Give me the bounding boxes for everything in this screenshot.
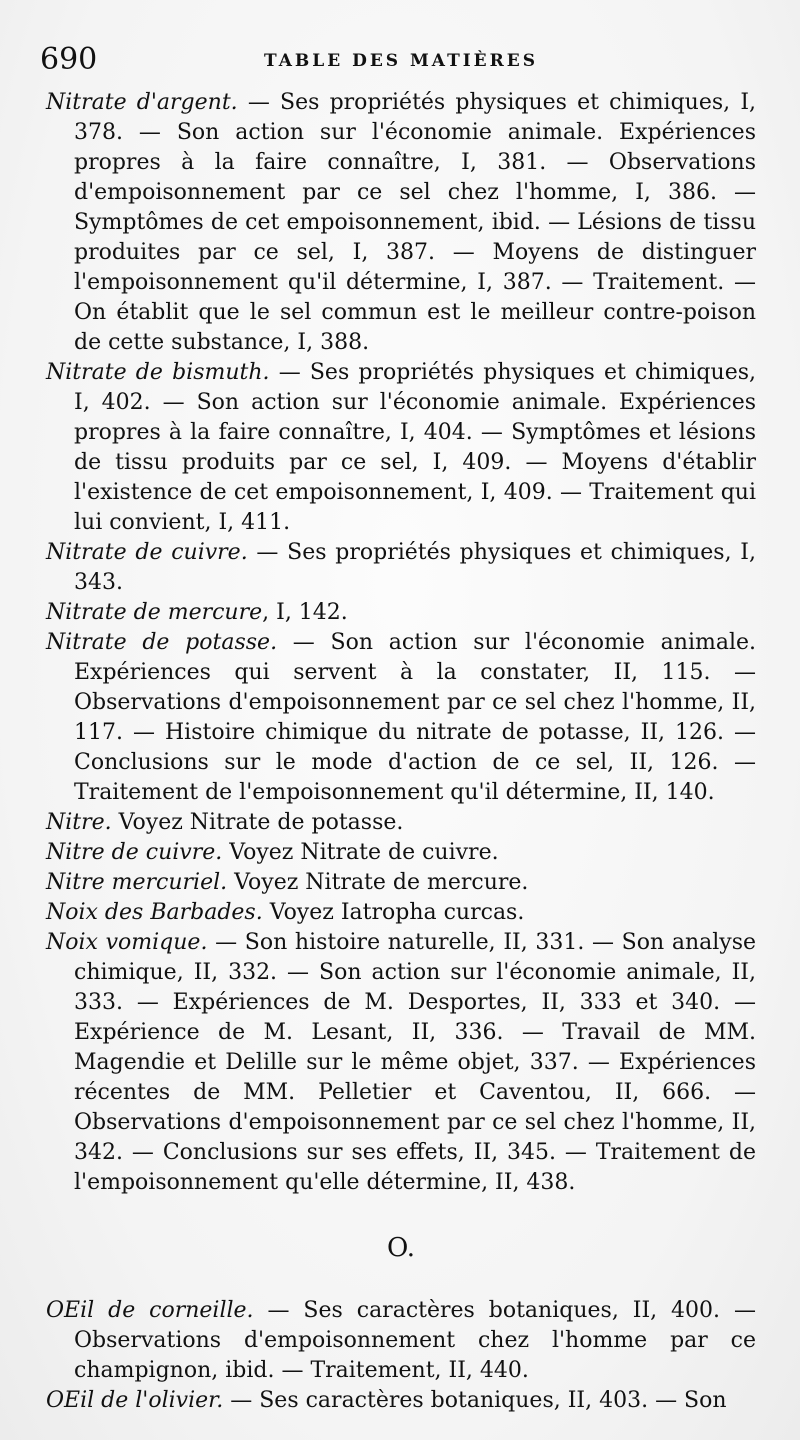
index-entry — [46, 928, 756, 1198]
entry-term: Nitre. — [46, 810, 112, 835]
index-entry — [46, 1386, 756, 1416]
index-entry — [46, 358, 756, 538]
entry-term: OEil de corneille. — [46, 1298, 254, 1323]
index-entry — [46, 598, 756, 628]
entry-term: Nitrate de potasse. — [46, 630, 278, 655]
entry-term: Nitre mercuriel. — [46, 870, 228, 895]
entry-term: Nitrate de bismuth. — [46, 360, 270, 385]
entry-text: — Ses propriétés physiques et chimiques, I, 402. — Son action sur l'économie animale. Expériences propres à la faire connaître, I, 404. — Symptômes et lésions de tissu produits par ce sel, I, 409. — Moyens d'établir l'existence de cet empoisonnement, I, 409. — Traitement qui lui convient, I, 411. — [74, 360, 756, 535]
entry-term: Noix des Barbades. — [46, 900, 263, 925]
index-entry — [46, 868, 756, 898]
entry-text: Voyez Iatropha curcas. — [262, 900, 525, 925]
index-entry — [46, 1296, 756, 1386]
running-title: TABLE DES MATIÈRES — [263, 51, 538, 71]
index-entry — [46, 88, 756, 358]
entry-term: Nitrate d'argent. — [46, 90, 238, 115]
index-entries-o — [46, 1296, 756, 1416]
entry-term: Nitrate de cuivre. — [46, 540, 248, 565]
entry-text: — Son action sur l'économie animale. Expériences qui servent à la constater, II, 115. — Observations d'empoisonnement par ce sel chez l'homme, II, 117. — Histoire chimique du nitrate de potasse, II, 126. — Conclusions sur le mode d'action de ce sel, II, 126. — Traitement de l'empoisonnement qu'il détermine, II, 140. — [74, 630, 757, 805]
entry-term: Noix vomique. — [46, 930, 208, 955]
entry-term: Nitre de cuivre. — [46, 840, 223, 865]
entry-text: — Son histoire naturelle, II, 331. — Son analyse chimique, II, 332. — Son action sur l'économie animale, II, 333. — Expériences de M. Desportes, II, 333 et 340. — Expérience de M. Lesant, II, 336. — Travail de MM. Magendie et Delille sur le même objet, 337. — Expériences récentes de MM. Pelletier et Caventou, II, 666. — Observations d'empoisonnement par ce sel chez l'homme, II, 342. — Conclusions sur ses effets, II, 345. — Traitement de l'empoisonnement qu'elle détermine, II, 438. — [74, 930, 756, 1195]
entry-text: , I, 142. — [262, 600, 348, 625]
entry-text: Voyez Nitrate de mercure. — [227, 870, 529, 895]
entry-term: Nitrate de mercure — [46, 600, 263, 625]
entry-text: — Ses propriétés physiques et chimiques, I, 378. — Son action sur l'économie animale. Expériences propres à la faire connaître, I, 381. — Observations d'empoisonnement par ce sel chez l'homme, I, 386. — Symptômes de cet empoisonnement, ibid. — Lésions de tissu produites par ce sel, I, 387. — Moyens de distinguer l'empoisonnement qu'il détermine, I, 387. — Traitement. — On établit que le sel commun est le meilleur contre-poison de cette substance, I, 388. — [74, 90, 757, 355]
entry-text: — Ses propriétés physiques et chimiques, I, 343. — [74, 540, 756, 595]
index-entry — [46, 628, 756, 808]
index-entry — [46, 538, 756, 598]
entry-term: OEil de l'olivier. — [46, 1388, 224, 1413]
index-entry — [46, 898, 756, 928]
entry-text: — Ses caractères botaniques, II, 403. — Son — [223, 1388, 727, 1413]
page-number: 690 — [40, 42, 98, 77]
page-header — [40, 40, 756, 80]
section-letter-heading: O. — [386, 1233, 416, 1263]
index-entry — [46, 838, 756, 868]
entry-text: Voyez Nitrate de potasse. — [111, 810, 404, 835]
index-entry — [46, 808, 756, 838]
entry-text: Voyez Nitrate de cuivre. — [222, 840, 499, 865]
entry-text: — Ses caractères botaniques, II, 400. — Observations d'empoisonnement chez l'homme par ce champignon, ibid. — Traitement, II, 440. — [74, 1298, 756, 1383]
index-entries-n — [46, 88, 756, 1198]
